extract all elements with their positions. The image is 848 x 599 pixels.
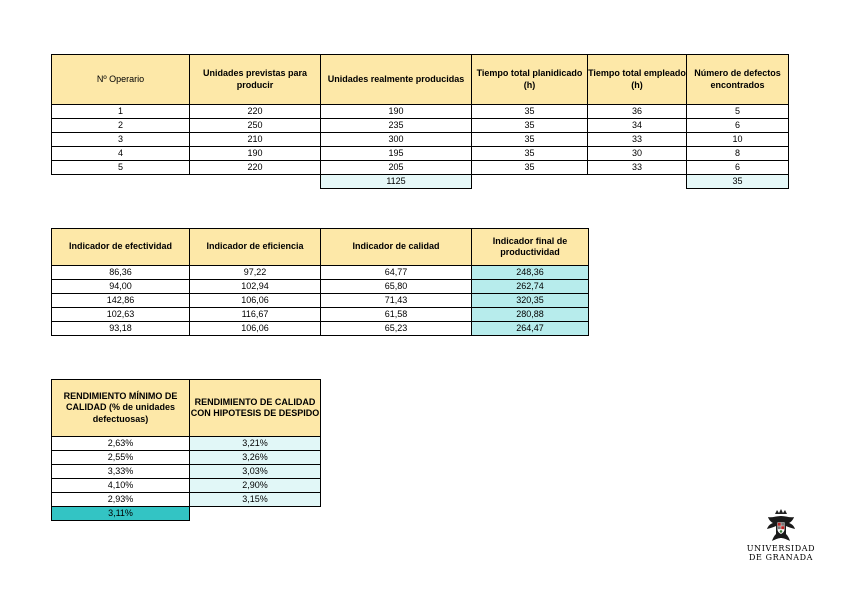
table-cell: 2,63%	[52, 437, 190, 451]
table-cell: 86,36	[52, 266, 190, 280]
logo-text-line2: DE GRANADA	[749, 553, 813, 562]
table-cell: 34	[588, 119, 687, 133]
productivity-cell: 264,47	[472, 322, 589, 336]
header-operario: Nº Operario	[52, 55, 190, 105]
quality-yield-table-header	[52, 380, 321, 437]
table-cell: 6	[687, 119, 789, 133]
table-row	[52, 119, 789, 133]
table-row	[52, 266, 589, 280]
header-calidad: Indicador de calidad	[321, 229, 472, 266]
table-cell: 8	[687, 147, 789, 161]
average-cell: 3,11%	[52, 507, 190, 521]
table-cell: 102,63	[52, 308, 190, 322]
table-cell: 93,18	[52, 322, 190, 336]
table-cell: 5	[687, 105, 789, 119]
table-row	[52, 280, 589, 294]
table-cell: 106,06	[190, 322, 321, 336]
table-cell: 195	[321, 147, 472, 161]
header-efectividad: Indicador de efectividad	[52, 229, 190, 266]
table-cell: 190	[321, 105, 472, 119]
table-cell: 94,00	[52, 280, 190, 294]
productivity-cell: 248,36	[472, 266, 589, 280]
table-cell: 106,06	[190, 294, 321, 308]
header-defectos: Número de defectos encontrados	[687, 55, 789, 105]
table-cell: 205	[321, 161, 472, 175]
header-unidades-producidas: Unidades realmente producidas	[321, 55, 472, 105]
indicators-table-header	[52, 229, 589, 266]
table-row	[52, 133, 789, 147]
table-cell: 6	[687, 161, 789, 175]
production-table	[51, 54, 789, 189]
table-row	[52, 105, 789, 119]
table-cell: 2	[52, 119, 190, 133]
table-row	[52, 308, 589, 322]
quality-yield-table	[51, 379, 321, 521]
header-rendimiento-despido: RENDIMIENTO DE CALIDAD CON HIPOTESIS DE DESPIDO	[190, 380, 321, 437]
table-cell: 300	[321, 133, 472, 147]
logo-text-line1: UNIVERSIDAD	[746, 544, 816, 553]
table-cell: 65,80	[321, 280, 472, 294]
table-cell: 71,43	[321, 294, 472, 308]
table-cell: 190	[190, 147, 321, 161]
table-cell: 61,58	[321, 308, 472, 322]
table-cell: 3	[52, 133, 190, 147]
table-cell: 2,55%	[52, 451, 190, 465]
table-cell: 220	[190, 161, 321, 175]
table-cell: 33	[588, 161, 687, 175]
table-cell: 116,67	[190, 308, 321, 322]
table-cell: 4,10%	[52, 479, 190, 493]
table-cell: 64,77	[321, 266, 472, 280]
table-cell: 5	[52, 161, 190, 175]
table-cell: 36	[588, 105, 687, 119]
table-cell: 35	[472, 133, 588, 147]
totals-row	[52, 175, 789, 189]
table-row	[52, 294, 589, 308]
table-row	[52, 451, 321, 465]
table-cell: 35	[472, 161, 588, 175]
table-row	[52, 147, 789, 161]
table-cell: 3,33%	[52, 465, 190, 479]
table-row	[52, 322, 589, 336]
table-cell: 97,22	[190, 266, 321, 280]
header-tiempo-empleado: Tiempo total empleado (h)	[588, 55, 687, 105]
table-row	[52, 161, 789, 175]
productivity-cell: 320,35	[472, 294, 589, 308]
productivity-cell: 262,74	[472, 280, 589, 294]
table-cell: 4	[52, 147, 190, 161]
table-cell: 250	[190, 119, 321, 133]
university-logo	[742, 508, 820, 562]
header-rendimiento-minimo: RENDIMIENTO MÍNIMO DE CALIDAD (% de unidades defectuosas)	[52, 380, 190, 437]
table-cell: 30	[588, 147, 687, 161]
table-cell: 142,86	[52, 294, 190, 308]
table-cell: 2,93%	[52, 493, 190, 507]
indicators-table	[51, 228, 589, 336]
table-cell: 3,21%	[190, 437, 321, 451]
average-row	[52, 507, 321, 521]
header-unidades-previstas: Unidades previstas para producir	[190, 55, 321, 105]
header-tiempo-planificado: Tiempo total planidicado (h)	[472, 55, 588, 105]
table-row	[52, 493, 321, 507]
table-row	[52, 479, 321, 493]
table-cell: 35	[472, 105, 588, 119]
table-cell: 35	[472, 119, 588, 133]
total-produced-cell: 1125	[321, 175, 472, 189]
table-cell: 2,90%	[190, 479, 321, 493]
table-row	[52, 437, 321, 451]
table-cell: 210	[190, 133, 321, 147]
header-eficiencia: Indicador de eficiencia	[190, 229, 321, 266]
table-cell: 35	[472, 147, 588, 161]
table-cell: 65,23	[321, 322, 472, 336]
table-cell: 3,26%	[190, 451, 321, 465]
table-cell: 102,94	[190, 280, 321, 294]
table-cell: 220	[190, 105, 321, 119]
table-cell: 3,15%	[190, 493, 321, 507]
production-table-header	[52, 55, 789, 105]
table-cell: 235	[321, 119, 472, 133]
table-cell: 3,03%	[190, 465, 321, 479]
table-cell: 33	[588, 133, 687, 147]
table-cell: 1	[52, 105, 190, 119]
header-productividad: Indicador final de productividad	[472, 229, 589, 266]
table-cell: 10	[687, 133, 789, 147]
productivity-cell: 280,88	[472, 308, 589, 322]
total-defects-cell: 35	[687, 175, 789, 189]
table-row	[52, 465, 321, 479]
university-crest-icon	[762, 508, 800, 544]
